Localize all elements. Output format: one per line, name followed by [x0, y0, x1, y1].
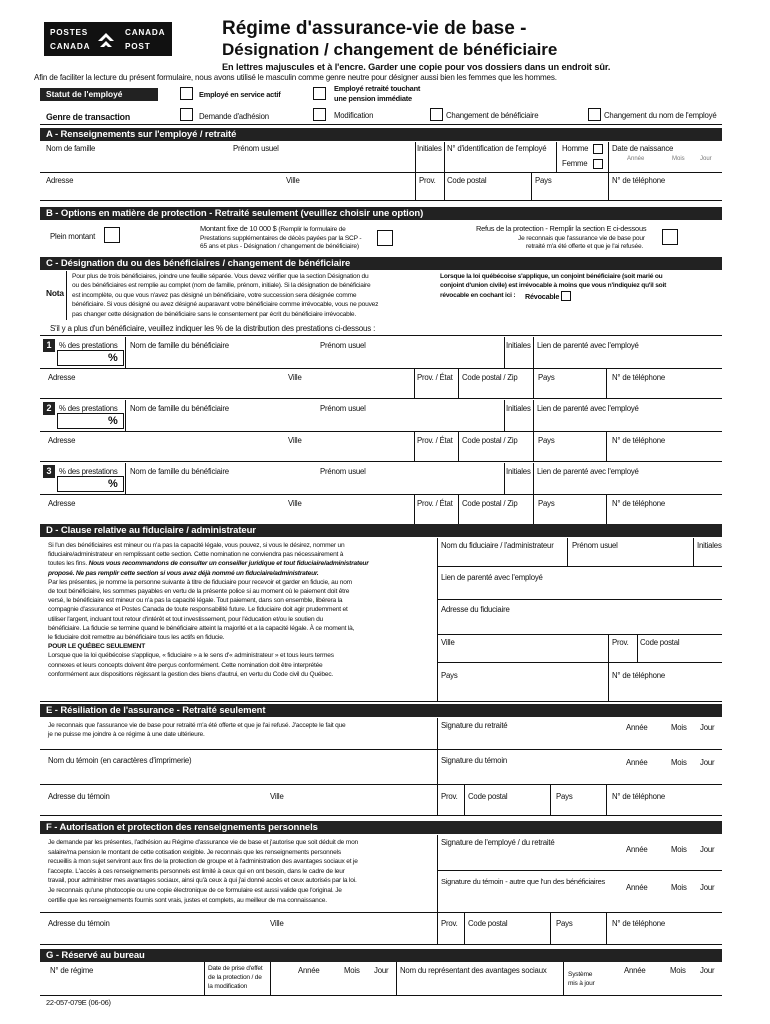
f-wit-month: Mois [671, 883, 687, 892]
ben-initials-label: Initiales [506, 341, 531, 350]
text-line: Lorsque la loi québécoise s'applique, un conjoint bénéficiaire (soit marié ou [440, 273, 663, 280]
text-line: utiliser l'argent, incluant tout retour d'intérêt et tout investissement, pour l'éducation et/ou le soutien du [48, 615, 324, 623]
f-postal-label: Code postal [468, 919, 508, 928]
text-line [48, 559, 432, 568]
recommendation-text: Nous vous recommandons de consulter un conseiller juridique et tout fiduciaire/administrateur [88, 560, 369, 568]
g-month: Mois [344, 966, 360, 975]
pct-sign: % [108, 478, 118, 490]
e-signature-label: Signature du retraité [441, 721, 508, 730]
text-line: bénéficiaire. Si vous désigné ou avez désigné auparavant votre bénéficiaire comme irrévocable, vous ne pouvez [72, 301, 379, 309]
d-country-label: Pays [441, 671, 458, 680]
form-code: 22-057-079E (06-06) [46, 998, 111, 1007]
ben-phone-label: N° de téléphone [612, 499, 666, 508]
section-g-title: G - Réservé au bureau [40, 949, 722, 962]
f-emp-day: Jour [700, 845, 715, 854]
text-line: conjoint d'union civile) est irrévocable à moins que vous n'indiquiez qu'il soit [440, 282, 667, 290]
f-witness-sig-label: Signature du témoin - autre que l'un des bénéficiaires [441, 877, 605, 886]
f-emp-month: Mois [671, 845, 687, 854]
a-postal-label: Code postal [447, 176, 487, 185]
d-relation-label: Lien de parenté avec l'employé [441, 573, 543, 582]
d-postal-label: Code postal [640, 638, 680, 647]
text-line: Je demande par les présentes, l'adhésion au Régime d'assurance vie de base et j'autorise que soit déduit de mon [48, 839, 359, 846]
g-system-label-2: mis à jour [568, 980, 595, 987]
f-witness-addr-label: Adresse du témoin [48, 919, 110, 928]
d-phone-label: N° de téléphone [612, 671, 666, 680]
status-retired-label-2: une pension immédiate [334, 94, 412, 103]
a-male-label: Homme [562, 144, 589, 153]
logo-text: POSTES [50, 28, 89, 37]
g-rep-label: Nom du représentant des avantages sociaux [400, 966, 547, 975]
ben-phone-label: N° de téléphone [612, 436, 666, 445]
d-clause-text [48, 541, 432, 679]
section-c-title: C - Désignation du ou des bénéficiaires / changement de bénéficiaire [40, 257, 722, 270]
a-id-label: N° d'identification de l'employé [447, 144, 547, 153]
c-nota-label: Nota [46, 288, 64, 298]
text-line: compagnie d'assurance et Postes Canada de toute responsabilité future. Le fiduciaire doit agir prudemment et [48, 606, 348, 614]
e-witness-name-label: Nom du témoin (en caractères d'imprimerie) [48, 756, 192, 765]
ben-city-label: Ville [288, 499, 302, 508]
a-male-checkbox[interactable] [593, 144, 603, 154]
logo-text: CANADA [125, 28, 166, 37]
ben-relation-label: Lien de parenté avec l'employé [537, 341, 639, 350]
eagle-icon [96, 27, 116, 51]
ben-postal-label: Code postal / Zip [462, 499, 518, 508]
pct-sign: % [108, 415, 118, 427]
form-title-line2: Désignation / changement de bénéficiaire [222, 40, 558, 59]
ben-country-label: Pays [538, 499, 555, 508]
c-revocable-label: Révocable [525, 292, 560, 301]
text-line: conformément aux dispositions régissant la gestion des biens d'autrui, en vertu du Code civil du Québec. [48, 670, 334, 678]
section-a-title: A - Renseignements sur l'employé / retraité [40, 128, 722, 141]
ben-first-name-label: Prénom usuel [320, 341, 366, 350]
e-text [48, 721, 432, 740]
g-sys-day: Jour [700, 966, 715, 975]
a-initials-label: Initiales [417, 144, 442, 153]
transaction-label: Genre de transaction [46, 112, 130, 122]
recommendation-text: proposé. Ne pas remplir cette section si vous avez déjà nommé un fiduciaire/administrateur. [48, 569, 319, 577]
section-b-title: B - Options en matière de protection - Retraité seulement (veuillez choisir une option) [40, 207, 722, 220]
form-title-line1: Régime d'assurance-vie de base - [222, 18, 527, 39]
status-active-checkbox[interactable] [180, 87, 193, 100]
f-prov-label: Prov. [441, 919, 458, 928]
a-dob-year: Année [627, 156, 645, 162]
text-line: certifie que les renseignements fournis sont vrais, justes et complets, au meilleur de ma connaissance. [48, 896, 327, 904]
transaction-modification-label: Modification [334, 111, 374, 120]
e-prov-label: Prov. [441, 792, 458, 801]
text-line: travail, pour administrer mes avantages sociaux, ainsi qu'à ceux à qui j'ai donné accès et ceux autorisés par la loi. [48, 877, 357, 885]
f-country-label: Pays [556, 919, 573, 928]
b-refusal-label-1: Refus de la protection - Remplir la section E ci-dessous [476, 224, 647, 233]
ben-phone-label: N° de téléphone [612, 373, 666, 382]
a-last-name-label: Nom de famille [46, 144, 96, 153]
text-line: révocable en cochant ici : [440, 291, 516, 299]
g-day: Jour [374, 966, 389, 975]
f-wit-day: Jour [700, 883, 715, 892]
e-sig-month: Mois [671, 723, 687, 732]
b-refusal-label-2: Je reconnais que l'assurance vie de base pour [518, 235, 645, 242]
ben-relation-label: Lien de parenté avec l'employé [537, 467, 639, 476]
canada-post-logo [44, 22, 172, 56]
c-quebec-note [440, 272, 722, 300]
text-line: bénéficiaire. La fiducie se termine quand le bénéficiaire atteint la majorité et a la capacité légale. À ce moment là, [48, 624, 355, 632]
f-emp-year: Année [626, 845, 648, 854]
g-date-label-2: de la protection / de [208, 974, 262, 981]
a-city-label: Ville [286, 176, 300, 185]
e-sig-day: Jour [700, 723, 715, 732]
transaction-modification-checkbox[interactable] [313, 108, 326, 121]
ben-city-label: Ville [288, 373, 302, 382]
c-distribution-instructions: S'il y a plus d'un bénéficiaire, veuillez indiquer les % de la distribution des prestations ci-dessous : [50, 324, 376, 333]
text-line: le fiduciaire doit remettre au bénéficiaire tous les actifs en fiducie. [48, 634, 225, 642]
transaction-adhesion-label: Demande d'adhésion [199, 112, 269, 121]
b-refusal-label-3: retraité m'a été offerte et que je l'ai refusée. [526, 243, 644, 250]
logo-text: POST [125, 42, 151, 51]
pct-sign: % [108, 352, 118, 364]
b-fixed-label-2: Prestations supplémentaires de décès payées par la SCP - [200, 235, 362, 242]
g-sys-year: Année [624, 966, 646, 975]
g-sys-month: Mois [670, 966, 686, 975]
e-city-label: Ville [270, 792, 284, 801]
e-wit-day: Jour [700, 758, 715, 767]
g-system-label-1: Système [568, 971, 593, 978]
d-initials-label: Initiales [697, 541, 722, 550]
b-full-label: Plein montant [50, 232, 96, 241]
g-year: Année [298, 966, 320, 975]
e-wit-month: Mois [671, 758, 687, 767]
ben-country-label: Pays [538, 436, 555, 445]
c-note-text [72, 272, 407, 319]
ben-postal-label: Code postal / Zip [462, 436, 518, 445]
form-intro: Afin de faciliter la lecture du présent formulaire, nous avons utilisé le masculin comme genre neutre pour désigner aussi bien les femmes que les hommes. [34, 73, 557, 82]
f-phone-label: N° de téléphone [612, 919, 666, 928]
c-revocable-checkbox[interactable] [561, 291, 571, 301]
form-instructions: En lettres majuscules et à l'encre. Garder une copie pour vos dossiers dans un endroit sûr. [222, 62, 611, 72]
text-line: Pour plus de trois bénéficiaires, joindre une feuille séparée. Vous devez vérifier que la section Désignation du [72, 273, 369, 280]
text-line: ou des bénéficiaires est remplie au complet (nom de famille, prénom, initiale). Si la désignation de bénéficiaire [72, 282, 371, 290]
ben-prov-label: Prov. / État [417, 373, 453, 382]
ben-initials-label: Initiales [506, 467, 531, 476]
ben-first-name-label: Prénom usuel [320, 467, 366, 476]
e-phone-label: N° de téléphone [612, 792, 666, 801]
e-witness-addr-label: Adresse du témoin [48, 792, 110, 801]
ben-address-label: Adresse [48, 436, 76, 445]
section-d-title: D - Clause relative au fiduciaire / administrateur [40, 524, 722, 537]
beneficiary-number: 1 [43, 339, 55, 352]
ben-last-name-label: Nom de famille du bénéficiaire [130, 467, 229, 476]
text-line: Je reconnais que l'assurance vie de base pour retraité m'a été offerte et que je l'ai refusé. J'accepte le fait que [48, 722, 346, 729]
ben-postal-label: Code postal / Zip [462, 373, 518, 382]
text-line: versé, le bénéficiaire est mineur ou n'a pas la capacité légale. Tout paiement, dans son ensemble, libérera la [48, 597, 343, 605]
ben-address-label: Adresse [48, 499, 76, 508]
status-retired-label-1: Employé retraité touchant [334, 84, 421, 93]
e-postal-label: Code postal [468, 792, 508, 801]
text-line: Lorsque que la loi québécoise s'applique, « fiduciaire » a le sens d'« administrateur » et tous leurs termes [48, 652, 334, 660]
transaction-beneficiary-label: Changement de bénéficiaire [446, 111, 539, 120]
e-witness-sig-label: Signature du témoin [441, 756, 507, 765]
b-refusal-checkbox[interactable] [662, 229, 678, 245]
text-line: salaire/ma pension le montant de cette cotisation exigible. Je reconnais que les renseignements personnels [48, 848, 341, 856]
text-line: de tout bénéficiaire, les sommes payables en vertu de la présente police si au moment où le paiement doit être [48, 588, 350, 596]
transaction-beneficiary-checkbox[interactable] [430, 108, 443, 121]
text-line: recueillis à mon sujet serviront aux fins de la protection de groupe et à l'administration des avantages sociaux et je [48, 858, 358, 866]
quebec-heading: POUR LE QUÉBEC SEULEMENT [48, 643, 146, 651]
d-trustee-name-label: Nom du fiduciaire / l'administrateur [441, 541, 554, 550]
ben-prov-label: Prov. / État [417, 436, 453, 445]
f-city-label: Ville [270, 919, 284, 928]
ben-last-name-label: Nom de famille du bénéficiaire [130, 404, 229, 413]
e-country-label: Pays [556, 792, 573, 801]
d-city-label: Ville [441, 638, 455, 647]
pct-label: % des prestations [59, 341, 118, 350]
text-line: Si l'un des bénéficiaires est mineur ou n'a pas la capacité légale, vous pouvez, si vous le désirez, nommer un [48, 542, 345, 549]
ben-address-label: Adresse [48, 373, 76, 382]
pct-label: % des prestations [59, 467, 118, 476]
text-line: l'accepte. L'accès à ces renseignements personnels est limité à ceux qui en ont besoin, dans le cadre de leur [48, 867, 345, 875]
beneficiary-number: 2 [43, 402, 55, 415]
a-prov-label: Prov. [419, 176, 436, 185]
pct-label: % des prestations [59, 404, 118, 413]
d-address-label: Adresse du fiduciaire [441, 605, 510, 614]
e-sig-year: Année [626, 723, 648, 732]
f-text [48, 838, 432, 905]
logo-text: CANADA [50, 42, 91, 51]
ben-prov-label: Prov. / État [417, 499, 453, 508]
f-emp-sig-label: Signature de l'employé / du retraité [441, 838, 555, 847]
transaction-name-label: Changement du nom de l'employé [604, 111, 717, 120]
d-first-name-label: Prénom usuel [572, 541, 618, 550]
a-address-label: Adresse [46, 176, 74, 185]
f-wit-year: Année [626, 883, 648, 892]
ben-country-label: Pays [538, 373, 555, 382]
a-female-label: Femme [562, 159, 588, 168]
ben-last-name-label: Nom de famille du bénéficiaire [130, 341, 229, 350]
text-line: Je reconnais qu'une photocopie ou une copie électronique de ce formulaire est aussi valide que l'original. Je [48, 886, 342, 894]
b-fixed-amount: Montant fixe de 10 000 $ [200, 224, 277, 233]
status-active-label: Employé en service actif [199, 90, 281, 99]
section-f-title: F - Autorisation et protection des renseignements personnels [40, 821, 722, 834]
text-line: fiduciaire/administrateur en remplissant cette section. Cette nomination ne conviendra pas nécessairement à [48, 551, 344, 559]
text-line: Par les présentes, je nomme la personne suivante à titre de fiduciaire pour recevoir et garder en fiducie, au nom [48, 578, 352, 586]
ben-city-label: Ville [288, 436, 302, 445]
a-country-label: Pays [535, 176, 552, 185]
a-first-name-label: Prénom usuel [233, 144, 279, 153]
transaction-adhesion-checkbox[interactable] [180, 108, 193, 121]
beneficiary-number: 3 [43, 465, 55, 478]
b-fixed-note: (Remplir le formulaire de [278, 226, 346, 233]
ben-first-name-label: Prénom usuel [320, 404, 366, 413]
ben-relation-label: Lien de parenté avec l'employé [537, 404, 639, 413]
text-line: pas changer cette désignation de bénéficiaire sans le consentement par écrit du bénéficiaire irrévocable. [72, 310, 356, 318]
ben-initials-label: Initiales [506, 404, 531, 413]
a-dob-month: Mois [672, 156, 685, 162]
section-e-title: E - Résiliation de l'assurance - Retraité seulement [40, 704, 722, 717]
b-fixed-label-3: 65 ans et plus - Désignation / changement de bénéficiaire) [200, 243, 359, 250]
g-regime-label: N° de régime [50, 966, 94, 975]
text-line: est incomplète, ou que vous n'avez pas désigné un bénéficiaire, votre succession sera désignée comme [72, 291, 357, 299]
d-prov-label: Prov. [612, 638, 629, 647]
a-phone-label: N° de téléphone [612, 176, 666, 185]
a-female-checkbox[interactable] [593, 159, 603, 169]
text-span: toutes les fins. [48, 560, 87, 568]
status-label: Statut de l'employé [40, 88, 158, 101]
a-dob-label: Date de naissance [612, 144, 674, 153]
transaction-name-checkbox[interactable] [588, 108, 601, 121]
text-line: connexes et leurs concepts doivent être perçus conformément. Cette nomination doit être interprétée [48, 661, 323, 669]
b-fixed-checkbox[interactable] [377, 230, 393, 246]
b-full-checkbox[interactable] [104, 227, 120, 243]
text-line: je ne puisse me joindre à ce régime à une date ultérieure. [48, 731, 205, 739]
status-retired-checkbox[interactable] [313, 87, 326, 100]
e-wit-year: Année [626, 758, 648, 767]
g-date-label-3: la modification [208, 983, 248, 990]
b-fixed-label-1 [200, 225, 346, 234]
a-dob-day: Jour [700, 156, 712, 162]
g-date-label-1: Date de prise d'effet [208, 965, 263, 972]
